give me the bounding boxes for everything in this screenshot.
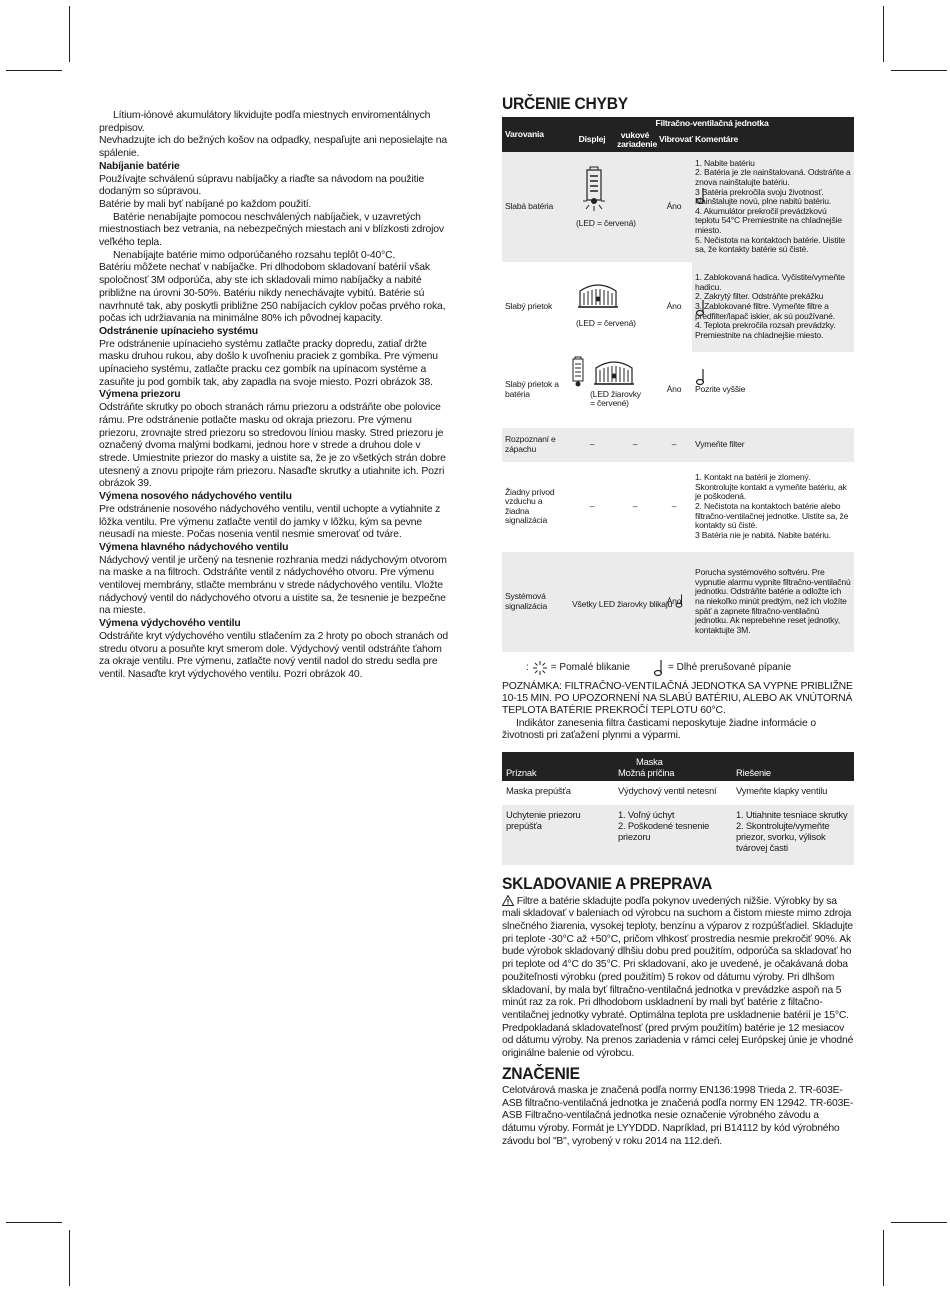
sound-cell: –	[614, 428, 656, 462]
paragraph: Odstráňte kryt výdychového ventilu stlačením za 2 hroty po oboch stranách od stredu otvoru a posuňte kryt smerom dole. Výdychový ventil odstráňte ťahom za okraje ventilu. Pre výmenu, zatlačte nový ventil nadol do stredu sedla pre ventil. Nasaďte kryt výdychového ventilu. Pozri obrázok 40.	[99, 630, 449, 680]
comment-cell: 1. Nabite batériu 2. Batéria je zle nainštalovaná. Odstráňte a znova nainštalujte batériu. 3 Batéria prekročila svoju životnosť. Nainštalujte novú, plne nabitú batériu. 4. Akumulátor prekročil prevádzkovú teplotu 54°C Premiestnite na chladnejšie miesto. 5. Nečistota na kontaktoch batérie. Uistite sa, že kontakty batérie sú čisté.	[692, 152, 854, 262]
paragraph: Batériu môžete nechať v nabíjačke. Pri dlhodobom skladovaní batérií však spoločnosť 3M odporúča, aby ste ich skladovali mimo nabíjačky a nabité približne na úrovni 30-50%. Batériu nikdy nenechávajte vybitú. Batérie sú navrhnuté tak, aby poskytli približne 250 nabíjacích cyklov počas prvého roka, počas ich udržiavania na minimálne 80% ich pôvodnej kapacity.	[99, 262, 446, 325]
crop-mark	[6, 70, 62, 71]
cause-cell: 1. Voľný úchyt 2. Poškodené tesnenie priezoru	[614, 805, 732, 865]
section-heading: Výmena hlavného nádychového ventilu	[99, 541, 289, 553]
header-group: Filtračno-ventilačná jednotka	[570, 117, 854, 129]
long-beep-icon	[694, 187, 706, 205]
paragraph: Nenabíjajte batérie mimo odporúčaného rozsahu teplôt 0-40°C.	[113, 249, 396, 261]
warning-cell: Slabá batéria	[502, 152, 570, 262]
crop-mark	[69, 6, 70, 62]
header-warnings: Varovania	[502, 117, 570, 152]
mask-table	[502, 752, 854, 864]
marking-title: ZNAČENIE	[502, 1063, 580, 1083]
paragraph: Pre odstránenie upínacieho systému zatlačte pracky dopredu, zatiaľ držte masku druhou rukou, aby došlo k uvoľneniu praciek z gombíka. Pre výmenu upínacieho systému, zatlačte pracku cez gombík na upínacom systéme a zasuňte ju pod gombík tak, aby zapadla na svoje miesto. Pozri obrázok 38.	[99, 338, 438, 388]
paragraph: Nádychový ventil je určený na tesnenie rozhrania medzi nádychovým otvorom na maske a na filtroch. Odstráňte ventil z nádychového otvoru. Pre výmenu ventilovej membrány, stlačte membránu v strede nádychového ventilu. Vložte nádychový ventil do nádychového otvoru a uistite sa, že tesnenie je bezpečne na mieste.	[99, 554, 447, 617]
vibrate-cell: Áno	[656, 352, 692, 428]
comment-cell: Pozrite vyššie	[692, 352, 854, 428]
vibrate-cell: Áno	[656, 552, 692, 652]
paragraph: Nevhadzujte ich do bežných košov na odpadky, nespaľujte ani neposielajte na spálenie.	[99, 135, 447, 160]
filter-blink-icon	[592, 358, 636, 390]
sound-cell: –	[614, 462, 656, 552]
paragraph: Lítium-iónové akumulátory likvidujte podľa miestnych enviromentálnych predpisov.	[99, 110, 431, 134]
display-cell	[570, 262, 656, 352]
crop-mark	[883, 6, 884, 62]
legend-slow-blink: = Pomalé blikanie	[550, 662, 630, 674]
long-beep-icon	[694, 368, 706, 386]
comment-cell: Porucha systémového softvéru. Pre vypnutie alarmu vypnite filtračno-ventilačnú jednotku. Odstráňte batérie a odložte ich na niekoľko minút predtým, než ich vložíte späť a zapnete filtračno-ventilačnú jednotku. Ak neprebehne reset jednotky, kontaktujte 3M.	[692, 552, 854, 652]
mask-header-symptom: Príznak	[502, 752, 614, 780]
section-heading: Odstránenie upínacieho systému	[99, 325, 258, 337]
long-beep-icon	[694, 299, 706, 317]
paragraph: Batérie nenabíjajte pomocou neschválených nabíjačiek, v uzavretých miestnostiach bez vetrania, na nebezpečných miestach ani v blízkosti zdrojov veľkého tepla.	[99, 211, 444, 249]
battery-blink-icon	[582, 165, 606, 213]
header-vibrate: Vibrovať	[656, 129, 692, 152]
crop-mark	[69, 1230, 70, 1286]
slow-blink-icon	[533, 661, 547, 675]
note-caps: POZNÁMKA: FILTRAČNO-VENTILAČNÁ JEDNOTKA SA VYPNE PRIBLIŽNE 10-15 MIN. PO UPOZORNENÍ NA SLABÚ BATÉRIU, ALEBO AK VNÚTORNÁ TEPLOTA BATÉRIE PREKROČÍ TEPLOTU 60°C.	[502, 680, 853, 717]
display-cell: –	[570, 428, 614, 462]
vibrate-cell: –	[656, 462, 692, 552]
header-sound: vukové zariadenie	[614, 129, 656, 152]
cause-cell: Výdychový ventil netesní	[614, 781, 732, 805]
vibrate-cell: Áno	[656, 152, 692, 262]
mask-header-group: Maska	[636, 756, 663, 768]
storage-body: Filtre a batérie skladujte podľa pokynov uvedených nižšie. Výrobky by sa mali skladovať v baleniach od výrobcu na suchom a čistom mieste mimo zdroja slnečného žiarenia, vysokej teploty, benzínu a výparov z rozpúšťadiel. Skladujte pri teplote -30°C až +50°C, pričom vlhkosť prostredia nesmie prekročiť 90%. Ak bude výrobok skladovaný dlhšiu dobu pred použitím, odporúča sa skladovať ho pri teplote od 4°C do 35°C. Pri skladovaní, ako je uvedené, je očakávaná doba použiteľnosti výrobku (pred použitím) 5 rokov od dátumu výroby. Pri dlhšom skladovaní, by mala byť filtračno-ventilačná jednotka v prevádzke aspoň na 5 minút raz za rok. Pri dlhodobom uskladnení by mali byť batérie z filtačno-ventilačnej jednotky vybraté. Optimálna teplota pre uskladnenie batérií je 15°C. Predpokladaná skladovateľnosť (pred prvým použitím) batérie je 12 mesiacov od dátumu výroby. Na prenos zariadenia v rámci celej Európskej únie je vhodné originálne balenie od výrobcu.	[502, 895, 854, 1060]
warning-cell: Slabý prietok a batéria	[502, 352, 570, 428]
warning-cell: Žiadny prívod vzduchu a žiadna signalizácia	[502, 462, 570, 552]
warning-icon	[502, 895, 514, 906]
vibrate-cell: Áno	[656, 262, 692, 352]
storage-text	[502, 895, 854, 1061]
legend-prefix: :	[526, 662, 529, 674]
crop-mark	[891, 1222, 947, 1223]
header-display: Displej	[570, 129, 614, 152]
note-text: Indikátor zanesenia filtra časticami neposkytuje žiadne informácie o životnosti pri zaťažení plynmi a výparmi.	[502, 717, 816, 741]
troubleshooting-table	[502, 117, 854, 652]
section-heading: Výmena výdychového ventilu	[99, 618, 241, 630]
symptom-cell: Uchytenie priezoru prepúšťa	[502, 805, 614, 865]
paragraph: Odstráňte skrutky po oboch stranách rámu priezoru a odstráňte obe polovice rámu. Pre odstránenie potlačte masku od okraja priezoru. Pre výmenu priezoru, zrovnajte stred priezoru so stredovou líniou masky. Stred priezoru je označený dvoma malými bodkami, jednou hore v strede a druhou dole v strede. Umiestnite priezor do masky a uistite sa, že je zo všetkých strán dobre utesnený a znovu pripojte rám priezoru. Nasaďte skrutky a utiahnite ich. Pozri obrázok 39.	[99, 402, 446, 490]
display-cell	[570, 552, 673, 652]
section-heading: Nabíjanie batérie	[99, 160, 180, 172]
storage-title: SKLADOVANIE A PREPRAVA	[502, 873, 713, 893]
crop-mark	[891, 70, 947, 71]
paragraph: Používajte schválenú súpravu nabíjačky a riaďte sa návodom na použitie dodaným so súpravou.	[99, 173, 425, 198]
display-cell	[570, 152, 656, 262]
solution-cell: Vymeňte klapky ventilu	[732, 781, 854, 805]
display-note: Všetky LED žiarovky blikajú	[572, 599, 673, 610]
marking-text: Celotvárová maska je značená podľa normy EN136:1998 Trieda 2. TR-603E-ASB filtračno-ventilačná jednotka je značená podľa normy EN 12942. TR-603E-ASB Filtračno-ventilačná jednotka nesie označenie výrobného závodu a dátumu výroby. Formát je LYYDDD. Napríklad, pri B14112 by kód výrobného závodu bol "B", vyrobený v roku 2014 na 112.deň.	[502, 1084, 854, 1147]
section-heading: Výmena nosového nádychového ventilu	[99, 491, 292, 503]
battery-blink-icon	[570, 356, 586, 392]
comment-cell: 1. Zablokovaná hadica. Vyčistite/vymeňte hadicu. 2. Zakrytý filter. Odstráňte prekážku 3. Zablokované filtre. Vymeňte filtre a predfilter/lapač iskier, ak sú používané. 4. Teplota prekročila rozsah prevádzky. Premiestnite na chladnejšie miesto.	[692, 262, 854, 352]
troubleshooting-title: URČENIE CHYBY	[502, 94, 628, 113]
display-note: (LED = červená)	[576, 317, 636, 328]
paragraph: Pre odstránenie nosového nádychového ventilu, ventil uchopte a vytiahnite z lôžka ventilu. Pre výmenu zatlačte ventil do jamky v lôžku, kým sa pevne neusadí na mieste. Počas nosenia ventil nesmie smerovať od tváre.	[99, 503, 441, 541]
display-cell: –	[570, 462, 614, 552]
mask-header-solution: Riešenie	[732, 752, 854, 780]
filter-blink-icon	[576, 281, 620, 313]
mask-header-cause	[614, 752, 732, 780]
warning-cell: Rozpoznaní e zápachu	[502, 428, 570, 462]
vibrate-cell: –	[656, 428, 692, 462]
battery-note	[502, 681, 854, 742]
section-heading: Výmena priezoru	[99, 389, 181, 401]
comment-cell: 1. Kontakt na batérii je zlomený. Skontrolujte kontakt a vymeňte batériu, ak je poškodená. 2. Nečistota na kontaktoch batérie alebo filtračno-ventilačnej jednotke. Uistite sa, že kontakty sú čisté. 3 Batéria nie je nabitá. Nabite batériu.	[692, 462, 854, 552]
header-comments: Komentáre	[692, 129, 854, 152]
warning-cell: Systémová signalizácia	[502, 552, 570, 652]
comment-cell: Vymeňte filter	[692, 428, 854, 462]
display-note: (LED žiarovky = červené)	[590, 388, 641, 409]
mask-header-cause-label: Možná príčina	[618, 767, 675, 779]
legend-long-beep: = Dlhé prerušované pípanie	[668, 662, 792, 674]
crop-mark	[6, 1222, 62, 1223]
display-note: (LED = červená)	[576, 217, 636, 228]
warning-cell: Slabý prietok	[502, 262, 570, 352]
right-column	[502, 93, 854, 1148]
left-column	[99, 110, 448, 682]
crop-mark	[883, 1230, 884, 1286]
symptom-cell: Maska prepúšťa	[502, 781, 614, 805]
solution-cell: 1. Utiahnite tesniace skrutky 2. Skontrolujte/vymeňte priezor, svorku, výlisok tvárovej časti	[732, 805, 854, 865]
paragraph: Batérie by mali byť nabíjané po každom použití.	[99, 198, 312, 210]
legend	[502, 659, 854, 677]
display-cell	[570, 352, 656, 428]
long-beep-icon	[652, 659, 664, 677]
